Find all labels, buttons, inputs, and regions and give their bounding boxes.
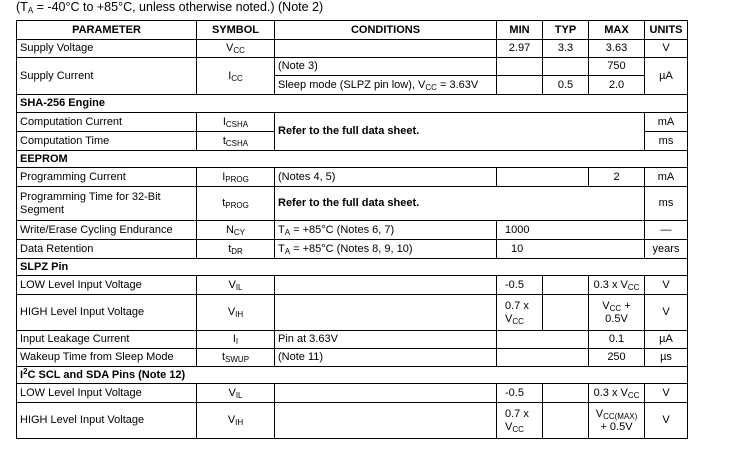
max-slpz-vil: 0.3 x $V_{CC}$: [589, 276, 645, 295]
units-wakeup: µs: [645, 349, 688, 367]
param-supply-current: Supply Current: [17, 58, 197, 95]
section-row-sha: [17, 95, 688, 113]
table-row: [17, 113, 688, 132]
typ-supply-voltage: 3.3: [543, 40, 589, 58]
symbol-supply-voltage: $V_{CC}$: [197, 40, 275, 58]
cond-leakage: Pin at 3.63V: [275, 331, 497, 349]
table-row: [17, 240, 688, 259]
table-caption: [16, 0, 323, 14]
table-row: [17, 168, 688, 187]
param-slpz-vil: LOW Level Input Voltage: [17, 276, 197, 295]
symbol-supply-current: $I_{CC}$: [197, 58, 275, 95]
min-slpz-vil: -0.5: [497, 276, 543, 295]
cond-programming-current: (Notes 4, 5): [275, 168, 497, 187]
min-endurance: 1000: [497, 221, 645, 240]
symbol-retention: $t_{DR}$: [197, 240, 275, 259]
units-retention: years: [645, 240, 688, 259]
symbol-slpz-vil: $V_{IL}$: [197, 276, 275, 295]
param-programming-current: Programming Current: [17, 168, 197, 187]
symbol-i2c-vil: $V_{IL}$: [197, 384, 275, 403]
symbol-i2c-vih: $V_{IH}$: [197, 403, 275, 439]
sha-reference-note: Refer to the full data sheet.: [275, 113, 645, 151]
cond-supply-voltage: [275, 40, 497, 58]
section-sha-engine: SHA-256 Engine: [17, 95, 688, 113]
param-computation-current: Computation Current: [17, 113, 197, 132]
table-row: [17, 221, 688, 240]
max-i2c-vil: 0.3 x $V_{CC}$: [589, 384, 645, 403]
table-row: [17, 403, 688, 439]
units-programming-current: mA: [645, 168, 688, 187]
units-i2c-vih: V: [645, 403, 688, 439]
max-i2c-vih: $V_{CC(MAX)}$ + 0.5V: [589, 403, 645, 439]
section-i2c-pins: $I^2C$ SCL and SDA Pins (Note 12): [17, 367, 688, 384]
cond-supply-current-sleep: Sleep mode (SLPZ pin low), $V_{CC} = 3.63V$: [275, 76, 497, 95]
min-i2c-vih: 0.7 x $V_{CC}$: [497, 403, 543, 439]
typ-slpz-vih: [543, 295, 589, 331]
symbol-endurance: $N_{CY}$: [197, 221, 275, 240]
section-eeprom: EEPROM: [17, 151, 688, 168]
units-supply-current: µA: [645, 58, 688, 95]
max-leakage: 0.1: [589, 331, 645, 349]
cond-endurance: $T_A = +85^\circ C$ (Notes 6, 7): [275, 221, 497, 240]
symbol-wakeup: $t_{SWUP}$: [197, 349, 275, 367]
max-supply-current-2: 2.0: [589, 76, 645, 95]
param-computation-time: Computation Time: [17, 132, 197, 151]
max-programming-current: 2: [589, 168, 645, 187]
typ-i2c-vil: [543, 384, 589, 403]
param-wakeup: Wakeup Time from Sleep Mode: [17, 349, 197, 367]
units-endurance: —: [645, 221, 688, 240]
min-supply-voltage: 2.97: [497, 40, 543, 58]
param-endurance: Write/Erase Cycling Endurance: [17, 221, 197, 240]
max-slpz-vih: $V_{CC}$ + 0.5V: [589, 295, 645, 331]
header-min: MIN: [497, 21, 543, 40]
max-supply-voltage: 3.63: [589, 40, 645, 58]
header-symbol: SYMBOL: [197, 21, 275, 40]
cond-slpz-vil: [275, 276, 497, 295]
units-computation-current: mA: [645, 113, 688, 132]
caption-sub: A: [27, 6, 34, 15]
units-supply-voltage: V: [645, 40, 688, 58]
cond-i2c-vih: [275, 403, 497, 439]
table-row: [17, 187, 688, 221]
header-max: MAX: [589, 21, 645, 40]
max-wakeup: 250: [589, 349, 645, 367]
cond-programming-time: Refer to the full data sheet.: [275, 187, 645, 221]
param-retention: Data Retention: [17, 240, 197, 259]
table-row: [17, 58, 688, 76]
min-retention: 10: [497, 240, 645, 259]
table-row: [17, 331, 688, 349]
min-typ-leakage: [497, 331, 589, 349]
min-supply-current-2: [497, 76, 543, 95]
section-row-slpz: [17, 259, 688, 276]
section-row-eeprom: [17, 151, 688, 168]
units-slpz-vih: V: [645, 295, 688, 331]
symbol-computation-time: $t_{CSHA}$: [197, 132, 275, 151]
min-typ-wakeup: [497, 349, 589, 367]
spec-table-wrapper: [16, 20, 688, 439]
caption-prefix: (T: [16, 0, 28, 14]
units-programming-time: ms: [645, 187, 688, 221]
symbol-programming-current: $I_{PROG}$: [197, 168, 275, 187]
section-row-i2c: [17, 367, 688, 384]
header-row: [17, 21, 688, 40]
cond-i2c-vil: [275, 384, 497, 403]
param-i2c-vil: LOW Level Input Voltage: [17, 384, 197, 403]
units-computation-time: ms: [645, 132, 688, 151]
table-row: [17, 384, 688, 403]
header-conditions: CONDITIONS: [275, 21, 497, 40]
header-typ: TYP: [543, 21, 589, 40]
param-leakage: Input Leakage Current: [17, 331, 197, 349]
symbol-leakage: $I_I$: [197, 331, 275, 349]
symbol-computation-current: $I_{CSHA}$: [197, 113, 275, 132]
param-slpz-vih: HIGH Level Input Voltage: [17, 295, 197, 331]
symbol-slpz-vih: $V_{IH}$: [197, 295, 275, 331]
cond-wakeup: (Note 11): [275, 349, 497, 367]
typ-supply-current-2: 0.5: [543, 76, 589, 95]
min-supply-current-1: [497, 58, 543, 76]
param-i2c-vih: HIGH Level Input Voltage: [17, 403, 197, 439]
caption-rest: = -40°C to +85°C, unless otherwise noted.) (Note 2): [33, 0, 324, 14]
max-supply-current-1: 750: [589, 58, 645, 76]
min-i2c-vil: -0.5: [497, 384, 543, 403]
table-row: [17, 295, 688, 331]
cond-retention: $T_A = +85^\circ C$ (Notes 8, 9, 10): [275, 240, 497, 259]
section-slpz-pin: SLPZ Pin: [17, 259, 688, 276]
table-row: [17, 276, 688, 295]
header-units: UNITS: [645, 21, 688, 40]
cond-supply-current-note: (Note 3): [275, 58, 497, 76]
typ-slpz-vil: [543, 276, 589, 295]
table-row: [17, 40, 688, 58]
cond-slpz-vih: [275, 295, 497, 331]
units-leakage: µA: [645, 331, 688, 349]
param-supply-voltage: Supply Voltage: [17, 40, 197, 58]
param-programming-time: Programming Time for 32-Bit Segment: [17, 187, 197, 221]
units-slpz-vil: V: [645, 276, 688, 295]
symbol-programming-time: $t_{PROG}$: [197, 187, 275, 221]
min-typ-programming-current: [497, 168, 589, 187]
min-slpz-vih: 0.7 x $V_{CC}$: [497, 295, 543, 331]
typ-i2c-vih: [543, 403, 589, 439]
header-parameter: PARAMETER: [17, 21, 197, 40]
units-i2c-vil: V: [645, 384, 688, 403]
typ-supply-current-1: [543, 58, 589, 76]
table-row: [17, 349, 688, 367]
electrical-characteristics-table: [16, 20, 688, 439]
